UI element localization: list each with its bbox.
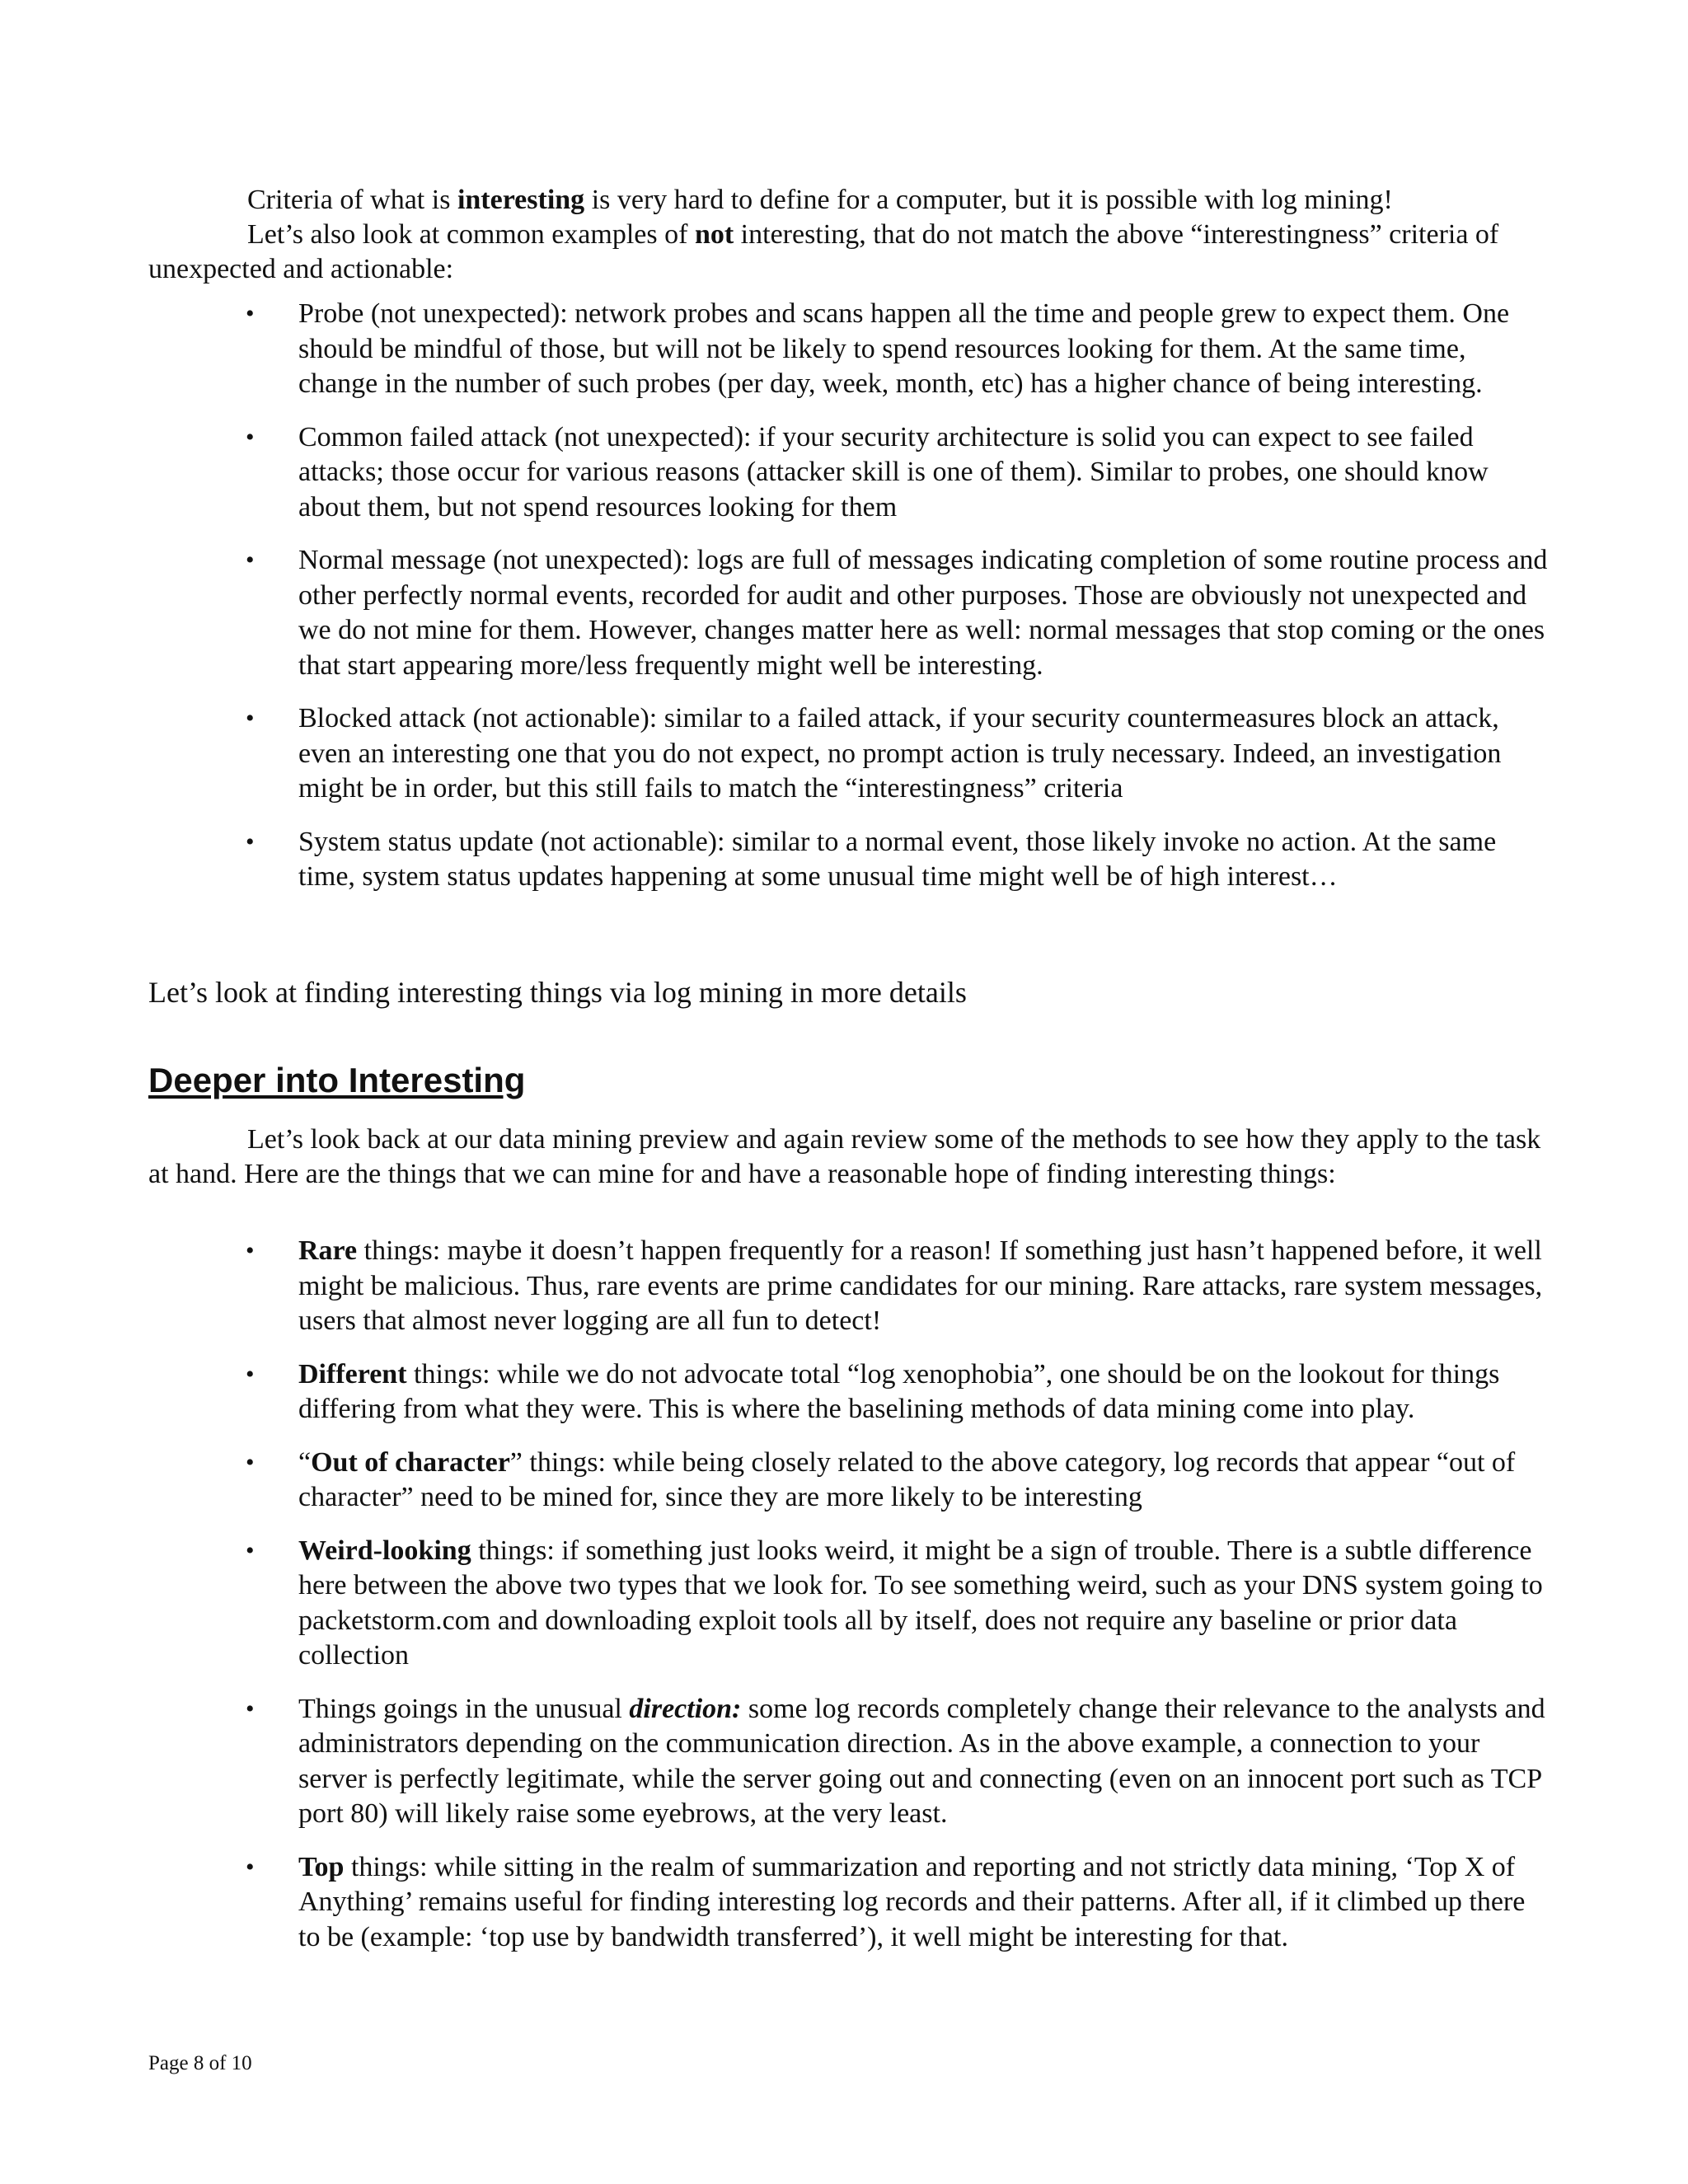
paragraph-criteria: Criteria of what is interesting is very hard to define for a computer, but it is possible with log mining! bbox=[247, 185, 1393, 215]
bullet-icon: • bbox=[246, 1536, 255, 1564]
page-number: Page 8 of 10 bbox=[148, 2052, 252, 2074]
list-item: • Rare things: maybe it doesn’t happen frequently for a reason! If something just hasn’t happened before, it well might be malicious. Thus, rare events are prime candidates for our mining. Rare attacks, rare system messages, users that almost never logging are all fun to detect! bbox=[246, 1235, 1543, 1336]
bullet-icon: • bbox=[246, 546, 255, 574]
bullet-icon: • bbox=[246, 423, 255, 451]
closing-sentence: Let’s look at finding interesting things via log mining in more details bbox=[148, 976, 967, 1009]
not-interesting-list bbox=[148, 297, 1550, 895]
list-item: • System status update (not actionable): similar to a normal event, those likely invoke no action. At the same time, system status updates happening at some unusual time might well be of high interest… bbox=[246, 826, 1497, 892]
list-item: • Things goings in the unusual direction: some log records completely change their relevance to the analysts and administrators depending on the communication direction. As in the above example, a connection to your server is perfectly legitimate, while the server going out and connecting (even on an innocent port such as TCP port 80) will likely raise some eyebrows, at the very least. bbox=[246, 1693, 1545, 1829]
bullet-icon: • bbox=[246, 827, 255, 855]
bullet-icon: • bbox=[246, 1448, 255, 1476]
paragraph-intro: Let’s look back at our data mining preview and again review some of the methods to see how they apply to the task at hand. Here are the things that we can mine for and have a reasonable hope of finding interesting things: bbox=[148, 1124, 1541, 1189]
list-item: • Blocked attack (not actionable): similar to a failed attack, if your security countermeasures block an attack, even an interesting one that you do not expect, no prompt action is truly necessary. Indeed, an investigation might be in order, but this still fails to match the “interestingness” criteria bbox=[246, 703, 1502, 804]
bullet-icon: • bbox=[246, 1694, 255, 1722]
bullet-icon: • bbox=[246, 705, 255, 732]
bullet-icon: • bbox=[246, 300, 255, 327]
list-item: • Normal message (not unexpected): logs are full of messages indicating completion of some routine process and other perfectly normal events, recorded for audit and other purposes. Those are obviously not unexpected and we do not mine for them. However, changes matter here as well: normal messages that stop coming or the ones that start appearing more/less frequently might well be interesting. bbox=[246, 545, 1548, 681]
list-item: • “Out of character” things: while being closely related to the above category, log records that appear “out of character” need to be mined for, since they are more likely to be interesting bbox=[246, 1446, 1516, 1512]
list-item: • Common failed attack (not unexpected): if your security architecture is solid you can expect to see failed attacks; those occur for various reasons (attacker skill is one of them). Similar to probes, one should know about them, but not spend resources looking for them bbox=[246, 421, 1489, 523]
bullet-icon: • bbox=[246, 1853, 255, 1881]
section-heading: Deeper into Interesting bbox=[148, 1061, 526, 1099]
paragraph-not-interesting: Let’s also look at common examples of not interesting, that do not match the above “interestingness” criteria of unexpected and actionable: bbox=[148, 219, 1499, 284]
bullet-icon: • bbox=[246, 1237, 255, 1264]
bullet-icon: • bbox=[246, 1360, 255, 1388]
list-item: • Top things: while sitting in the realm of summarization and reporting and not strictly data mining, ‘Top X of Anything’ remains useful for finding interesting log records and their patterns. After all, if it climbed up there to be (example: ‘top use by bandwidth transferred’), it well might be interesting for that. bbox=[246, 1851, 1526, 1952]
list-item: • Different things: while we do not advocate total “log xenophobia”, one should be on the lookout for things differing from what they were. This is where the baselining methods of data mining come into play. bbox=[246, 1358, 1500, 1424]
list-item: • Weird-looking things: if something just looks weird, it might be a sign of trouble. There is a subtle difference here between the above two types that we look for. To see something weird, such as your DNS system going to packetstorm.com and downloading exploit tools all by itself, does not require any baseline or prior data collection bbox=[246, 1535, 1543, 1671]
interesting-list bbox=[148, 1234, 1550, 1955]
list-item: • Probe (not unexpected): network probes and scans happen all the time and people grew to expect them. One should be mindful of those, but will not be likely to spend resources looking for them. At the same time, change in the number of such probes (per day, week, month, etc) has a higher chance of being interesting. bbox=[246, 298, 1510, 399]
